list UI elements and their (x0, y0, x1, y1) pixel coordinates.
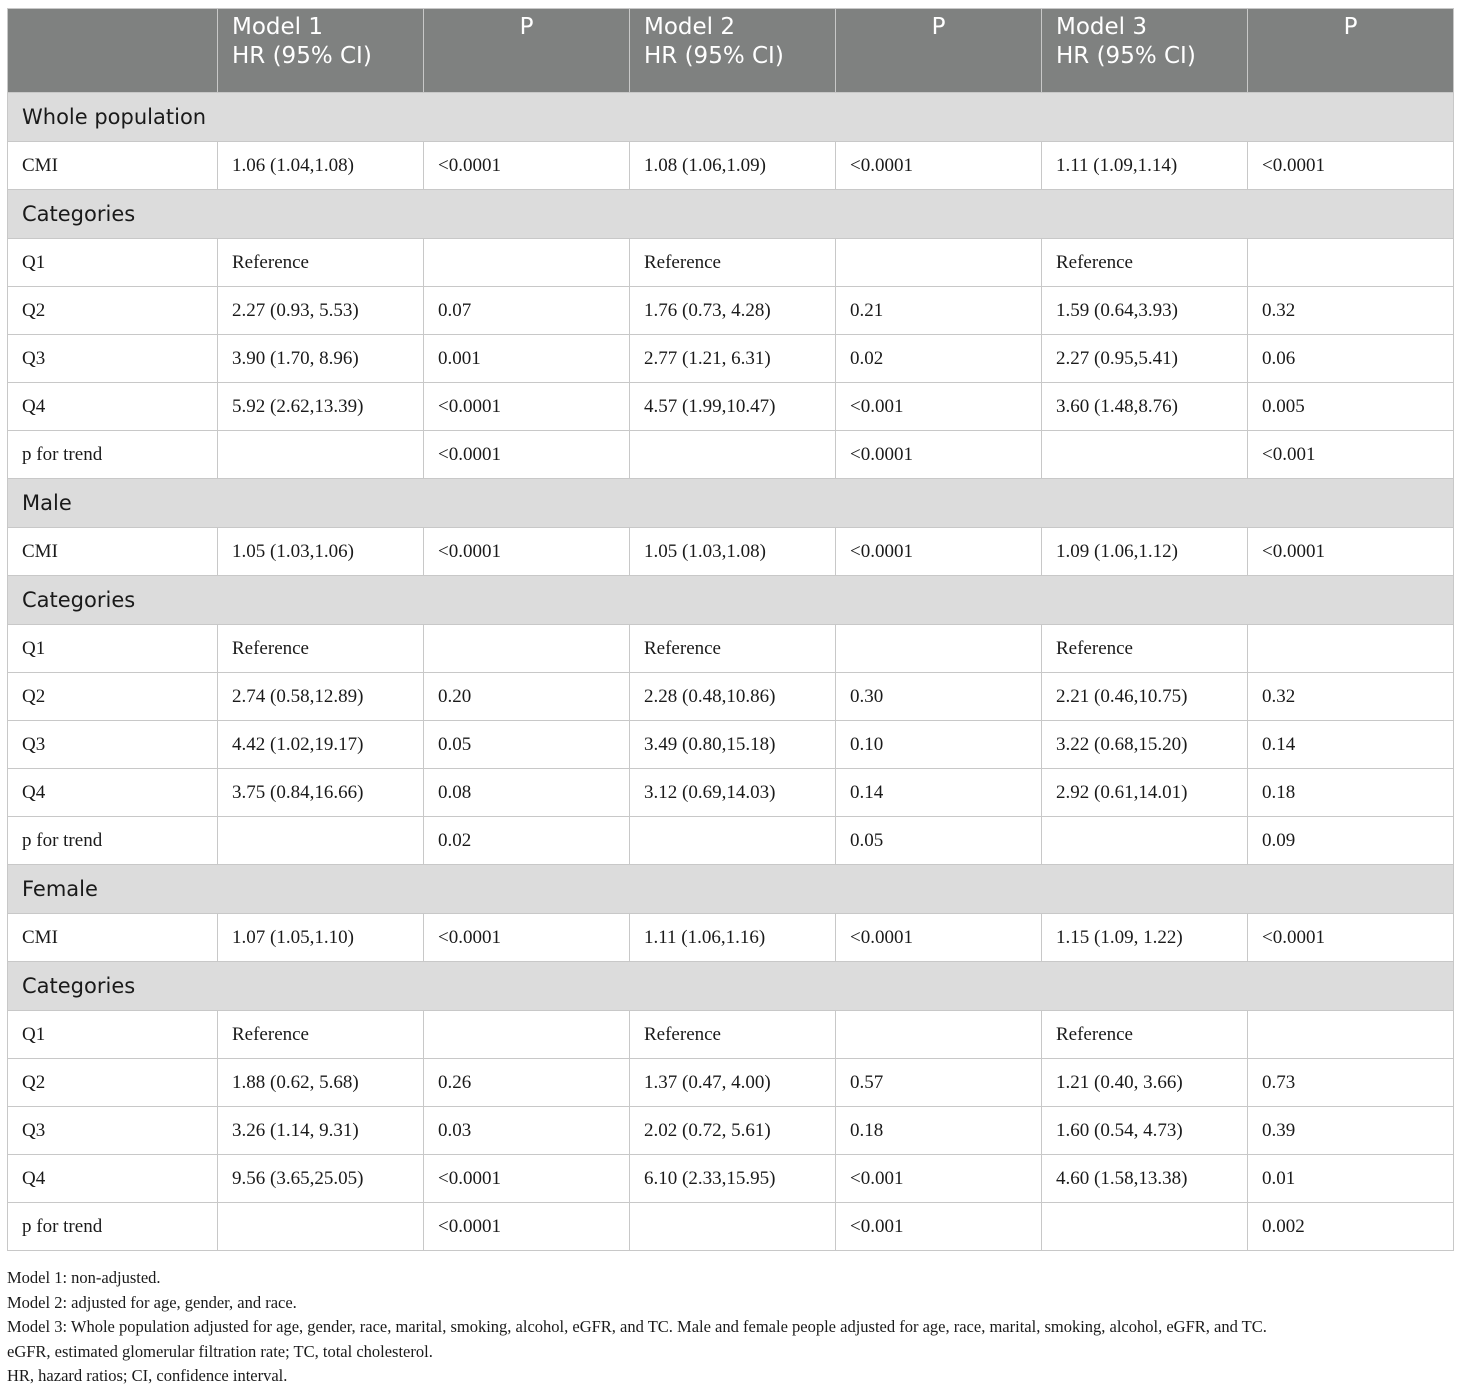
table-cell: 1.09 (1.06,1.12) (1042, 528, 1248, 576)
table-cell (836, 625, 1042, 673)
section-label: Categories (8, 576, 1454, 625)
row-label-cell: Q2 (8, 673, 218, 721)
table-cell: 4.42 (1.02,19.17) (218, 721, 424, 769)
table-cell: 0.26 (424, 1059, 630, 1107)
table-row (8, 528, 1454, 576)
table-row (8, 673, 1454, 721)
section-label: Categories (8, 962, 1454, 1011)
row-label-cell: Q2 (8, 1059, 218, 1107)
table-header-row (8, 9, 1454, 93)
table-cell: <0.0001 (424, 1155, 630, 1203)
table-cell: 0.18 (1248, 769, 1454, 817)
table-cell: 2.02 (0.72, 5.61) (630, 1107, 836, 1155)
header-model-2-title: Model 2 (644, 14, 736, 40)
table-cell: 0.30 (836, 673, 1042, 721)
table-cell: Reference (218, 239, 424, 287)
table-cell (630, 1203, 836, 1251)
table-cell: 4.60 (1.58,13.38) (1042, 1155, 1248, 1203)
table-cell: <0.0001 (424, 914, 630, 962)
table-cell: <0.0001 (1248, 528, 1454, 576)
row-label-cell: Q3 (8, 1107, 218, 1155)
table-cell: <0.0001 (424, 431, 630, 479)
header-blank-cell (8, 9, 218, 93)
row-label-cell: CMI (8, 142, 218, 190)
table-cell: 0.02 (836, 335, 1042, 383)
table-cell: 3.22 (0.68,15.20) (1042, 721, 1248, 769)
table-cell: 0.10 (836, 721, 1042, 769)
table-cell: 2.92 (0.61,14.01) (1042, 769, 1248, 817)
table-cell: 1.76 (0.73, 4.28) (630, 287, 836, 335)
table-cell: 1.59 (0.64,3.93) (1042, 287, 1248, 335)
table-cell: 1.60 (0.54, 4.73) (1042, 1107, 1248, 1155)
table-cell (218, 431, 424, 479)
table-cell: Reference (218, 625, 424, 673)
header-model-3 (1042, 9, 1248, 93)
hazard-ratio-table (7, 8, 1454, 1251)
row-label-cell: Q4 (8, 383, 218, 431)
table-cell (424, 625, 630, 673)
row-label-cell: CMI (8, 528, 218, 576)
row-label-cell: Q4 (8, 1155, 218, 1203)
table-cell: Reference (630, 625, 836, 673)
table-cell: <0.0001 (424, 142, 630, 190)
table-cell: <0.0001 (1248, 142, 1454, 190)
section-label: Male (8, 479, 1454, 528)
table-cell: 0.001 (424, 335, 630, 383)
section-header-row (8, 479, 1454, 528)
table-cell: <0.0001 (424, 528, 630, 576)
table-cell: <0.0001 (836, 914, 1042, 962)
table-row (8, 239, 1454, 287)
section-header-row (8, 865, 1454, 914)
table-cell: <0.0001 (424, 383, 630, 431)
table-cell: Reference (1042, 1011, 1248, 1059)
section-header-row (8, 190, 1454, 239)
table-cell: 0.002 (1248, 1203, 1454, 1251)
table-cell: <0.0001 (836, 528, 1042, 576)
table-cell: Reference (1042, 239, 1248, 287)
table-cell: 2.27 (0.93, 5.53) (218, 287, 424, 335)
table-cell: 0.02 (424, 817, 630, 865)
table-cell: 0.18 (836, 1107, 1042, 1155)
table-cell: 1.11 (1.09,1.14) (1042, 142, 1248, 190)
table-row (8, 1011, 1454, 1059)
table-cell: 1.08 (1.06,1.09) (630, 142, 836, 190)
table-cell (424, 239, 630, 287)
table-cell: 0.005 (1248, 383, 1454, 431)
table-cell: <0.0001 (836, 142, 1042, 190)
header-model-2 (630, 9, 836, 93)
table-cell: 2.21 (0.46,10.75) (1042, 673, 1248, 721)
table-cell: 2.28 (0.48,10.86) (630, 673, 836, 721)
row-label-cell: Q4 (8, 769, 218, 817)
table-cell: 0.08 (424, 769, 630, 817)
row-label-cell: Q3 (8, 721, 218, 769)
table-cell (836, 1011, 1042, 1059)
table-cell: 0.06 (1248, 335, 1454, 383)
table-cell (1248, 625, 1454, 673)
table-cell: 0.14 (1248, 721, 1454, 769)
footnote-line: Model 3: Whole population adjusted for age, gender, race, marital, smoking, alcohol, eGFR, and TC. Male and female people adjusted for age, race, marital, smoking, alcohol, eGFR, and TC. (7, 1317, 1267, 1336)
table-cell: 0.20 (424, 673, 630, 721)
table-cell: <0.001 (1248, 431, 1454, 479)
table-cell: 4.57 (1.99,10.47) (630, 383, 836, 431)
table-cell: <0.001 (836, 1155, 1042, 1203)
row-label-cell: CMI (8, 914, 218, 962)
header-model-1-title: Model 1 (232, 14, 324, 40)
table-cell: 0.39 (1248, 1107, 1454, 1155)
table-row (8, 1155, 1454, 1203)
header-p-2: P (836, 9, 1042, 93)
table-row (8, 914, 1454, 962)
row-label-cell: Q3 (8, 335, 218, 383)
table-cell: 3.12 (0.69,14.03) (630, 769, 836, 817)
table-row (8, 431, 1454, 479)
row-label-cell: p for trend (8, 431, 218, 479)
section-header-row (8, 962, 1454, 1011)
table-cell: <0.0001 (424, 1203, 630, 1251)
table-cell: 0.03 (424, 1107, 630, 1155)
table-row (8, 721, 1454, 769)
section-header-row (8, 93, 1454, 142)
table-cell: 1.15 (1.09, 1.22) (1042, 914, 1248, 962)
table-cell: 1.05 (1.03,1.06) (218, 528, 424, 576)
table-row (8, 142, 1454, 190)
table-row (8, 383, 1454, 431)
table-cell: 0.73 (1248, 1059, 1454, 1107)
table-cell: Reference (630, 1011, 836, 1059)
table-row (8, 335, 1454, 383)
header-p-1: P (424, 9, 630, 93)
table-cell: 2.27 (0.95,5.41) (1042, 335, 1248, 383)
table-row (8, 625, 1454, 673)
section-header-row (8, 576, 1454, 625)
table-footnotes (7, 1266, 1457, 1389)
footnote-line: Model 1: non-adjusted. (7, 1268, 161, 1287)
table-cell (1042, 1203, 1248, 1251)
header-p-3: P (1248, 9, 1454, 93)
table-cell: 3.60 (1.48,8.76) (1042, 383, 1248, 431)
table-cell (424, 1011, 630, 1059)
table-cell: 3.90 (1.70, 8.96) (218, 335, 424, 383)
table-cell: <0.0001 (1248, 914, 1454, 962)
table-cell (630, 817, 836, 865)
table-cell: 1.21 (0.40, 3.66) (1042, 1059, 1248, 1107)
table-row (8, 1107, 1454, 1155)
table-cell: 0.57 (836, 1059, 1042, 1107)
table-row (8, 769, 1454, 817)
row-label-cell: p for trend (8, 817, 218, 865)
table-cell (1248, 239, 1454, 287)
results-table-container (7, 8, 1453, 1251)
table-cell (1248, 1011, 1454, 1059)
table-cell (1042, 817, 1248, 865)
table-cell: 0.05 (424, 721, 630, 769)
table-cell: 1.07 (1.05,1.10) (218, 914, 424, 962)
row-label-cell: Q2 (8, 287, 218, 335)
footnote-line: eGFR, estimated glomerular filtration rate; TC, total cholesterol. (7, 1341, 433, 1361)
table-cell: 0.32 (1248, 673, 1454, 721)
footnote-line: HR, hazard ratios; CI, confidence interval. (7, 1366, 288, 1385)
table-cell: 0.09 (1248, 817, 1454, 865)
header-model-3-subtitle: HR (95% CI) (1056, 43, 1196, 69)
table-cell: 3.26 (1.14, 9.31) (218, 1107, 424, 1155)
table-row (8, 1203, 1454, 1251)
table-cell: 1.88 (0.62, 5.68) (218, 1059, 424, 1107)
row-label-cell: p for trend (8, 1203, 218, 1251)
table-cell: 2.77 (1.21, 6.31) (630, 335, 836, 383)
footnote-line: Model 2: adjusted for age, gender, and race. (7, 1292, 297, 1312)
row-label-cell: Q1 (8, 1011, 218, 1059)
table-cell (630, 431, 836, 479)
table-cell: 0.05 (836, 817, 1042, 865)
header-model-3-title: Model 3 (1056, 14, 1148, 40)
table-cell: 5.92 (2.62,13.39) (218, 383, 424, 431)
table-cell: Reference (218, 1011, 424, 1059)
table-cell: 1.37 (0.47, 4.00) (630, 1059, 836, 1107)
table-cell: 0.14 (836, 769, 1042, 817)
table-cell: 0.21 (836, 287, 1042, 335)
table-row (8, 817, 1454, 865)
header-model-1-subtitle: HR (95% CI) (232, 43, 372, 69)
table-cell: 9.56 (3.65,25.05) (218, 1155, 424, 1203)
table-cell: <0.0001 (836, 431, 1042, 479)
header-model-2-subtitle: HR (95% CI) (644, 43, 784, 69)
table-cell: 0.32 (1248, 287, 1454, 335)
table-cell: Reference (630, 239, 836, 287)
table-cell: <0.001 (836, 1203, 1042, 1251)
table-cell: <0.001 (836, 383, 1042, 431)
table-cell (1042, 431, 1248, 479)
table-cell: 1.06 (1.04,1.08) (218, 142, 424, 190)
section-label: Whole population (8, 93, 1454, 142)
table-cell: Reference (1042, 625, 1248, 673)
table-cell: 2.74 (0.58,12.89) (218, 673, 424, 721)
table-cell: 1.11 (1.06,1.16) (630, 914, 836, 962)
table-cell: 3.75 (0.84,16.66) (218, 769, 424, 817)
table-cell: 1.05 (1.03,1.08) (630, 528, 836, 576)
table-cell (218, 817, 424, 865)
table-cell (836, 239, 1042, 287)
table-row (8, 1059, 1454, 1107)
row-label-cell: Q1 (8, 239, 218, 287)
table-body (8, 93, 1454, 1251)
table-cell: 0.07 (424, 287, 630, 335)
table-cell: 6.10 (2.33,15.95) (630, 1155, 836, 1203)
table-row (8, 287, 1454, 335)
table-cell (218, 1203, 424, 1251)
section-label: Female (8, 865, 1454, 914)
table-cell: 0.01 (1248, 1155, 1454, 1203)
row-label-cell: Q1 (8, 625, 218, 673)
section-label: Categories (8, 190, 1454, 239)
header-model-1 (218, 9, 424, 93)
table-cell: 3.49 (0.80,15.18) (630, 721, 836, 769)
